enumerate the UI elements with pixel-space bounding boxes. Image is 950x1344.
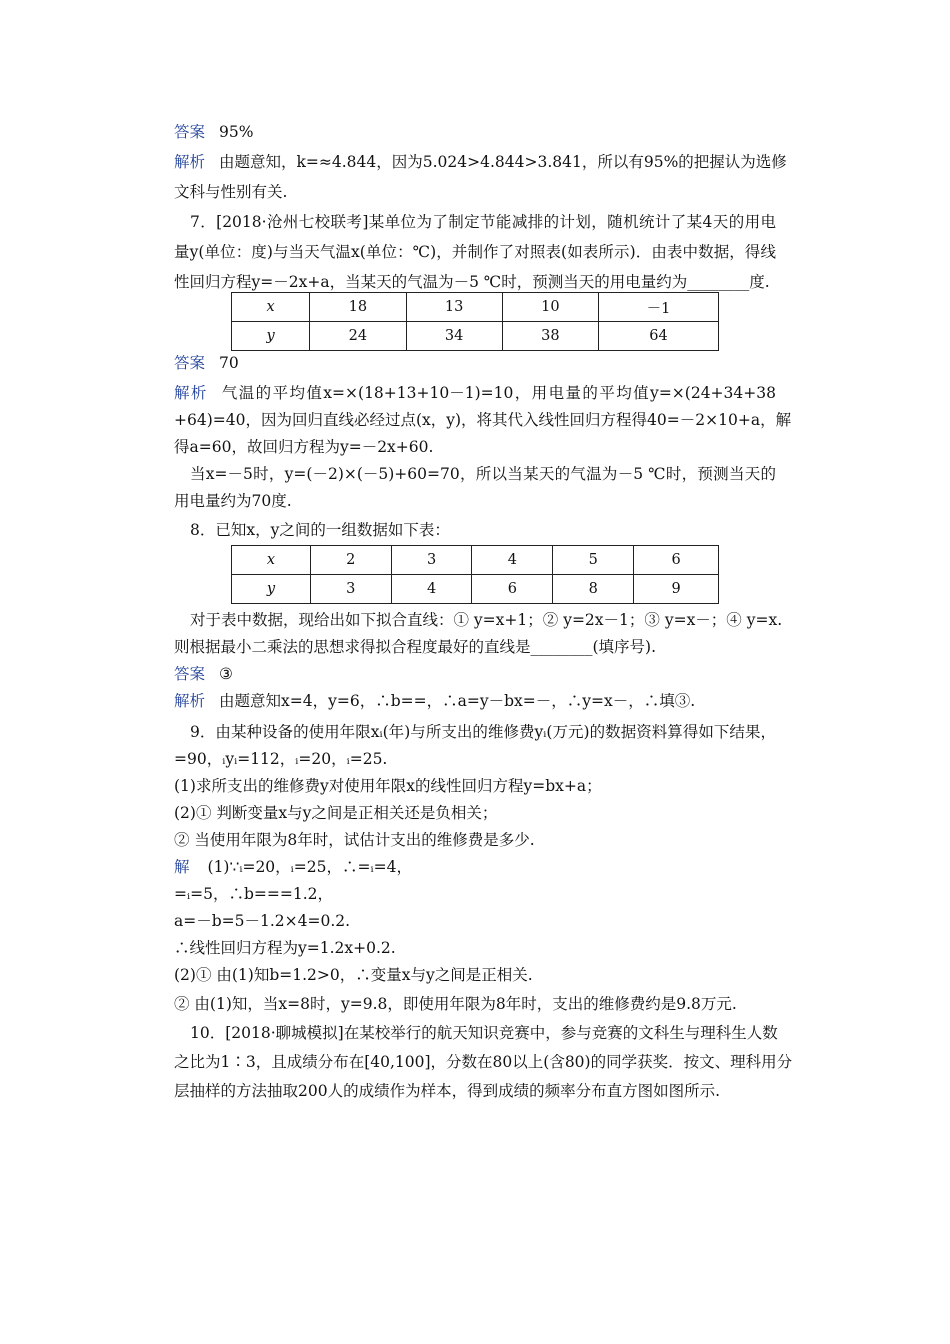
table-row — [232, 322, 719, 351]
text-line: +64)=40，因为回归直线必经过点(x，y)，将其代入线性回归方程得40=－2×10+a，解 — [174, 411, 792, 429]
table-cell: y — [232, 322, 310, 351]
table-row — [232, 546, 719, 575]
text-line: (2)① 判断变量x与y之间是正相关还是负相关； — [174, 804, 498, 822]
answer-line — [174, 353, 239, 373]
table-row — [232, 293, 719, 322]
table-cell: 64 — [598, 322, 718, 351]
table-cell: x — [232, 546, 311, 575]
table-cell: 38 — [502, 322, 598, 351]
text-line: (2)① 由(1)知b=1.2>0，∴变量x与y之间是正相关. — [174, 966, 533, 984]
text-line: a=－b=5－1.2×4=0.2. — [174, 912, 351, 930]
analysis-tag: 解析 — [174, 384, 208, 402]
answer-line — [174, 122, 253, 142]
text-line: 用电量约为70度. — [174, 492, 292, 510]
question-10-line: 10．[2018·聊城模拟]在某校举行的航天知识竞赛中，参与竞赛的文科生与理科生人数 — [190, 1024, 778, 1042]
table-cell: 5 — [553, 546, 634, 575]
table-cell: 4 — [391, 575, 472, 604]
question-8-line: 8．已知x，y之间的一组数据如下表： — [190, 521, 450, 539]
text-line: (1)∵ᵢ=20，ᵢ=25，∴=ᵢ=4， — [207, 858, 412, 876]
table-cell: 18 — [310, 293, 406, 322]
analysis-tag: 解析 — [174, 153, 206, 171]
answer-tag: 答案 — [174, 665, 206, 683]
table-cell: 4 — [472, 546, 553, 575]
answer-value: ③ — [219, 665, 233, 683]
table-cell: 24 — [310, 322, 406, 351]
text-line: 则根据最小二乘法的思想求得拟合程度最好的直线是________(填序号). — [174, 638, 657, 656]
text-line: ② 当使用年限为8年时，试估计支出的维修费是多少. — [174, 831, 535, 849]
table-cell: 3 — [310, 575, 391, 604]
text-line: 气温的平均值x=×(18+13+10－1)=10，用电量的平均值y=×(24+34+38 — [221, 384, 776, 402]
question-7-line: 7．[2018·沧州七校联考]某单位为了制定节能减排的计划，随机统计了某4天的用电 — [190, 213, 776, 231]
table-cell: 34 — [406, 322, 502, 351]
table-cell: 6 — [634, 546, 719, 575]
analysis-line — [174, 691, 695, 711]
answer-value: 70 — [219, 354, 239, 372]
text-line: 层抽样的方法抽取200人的成绩作为样本，得到成绩的频率分布直方图如图所示. — [174, 1082, 721, 1100]
text-line: =90，ᵢyᵢ=112，ᵢ=20，ᵢ=25. — [174, 750, 388, 768]
text-line: 之比为1∶3，且成绩分布在[40,100]，分数在80以上(含80)的同学获奖．按文、理科用分 — [174, 1053, 793, 1071]
answer-line — [174, 664, 233, 684]
analysis-tag: 解析 — [174, 692, 206, 710]
table-cell: 9 — [634, 575, 719, 604]
table-row — [232, 575, 719, 604]
table-cell: 13 — [406, 293, 502, 322]
text-line: 得a=60，故回归方程为y=－2x+60. — [174, 438, 434, 456]
table-cell: 3 — [391, 546, 472, 575]
analysis-line — [174, 152, 787, 172]
table-cell: 10 — [502, 293, 598, 322]
text-line: 文科与性别有关. — [174, 183, 288, 201]
data-table-2 — [231, 545, 719, 604]
solution-tag: 解 — [174, 858, 190, 876]
answer-tag: 答案 — [174, 354, 206, 372]
table-cell: y — [232, 575, 311, 604]
table-cell: 8 — [553, 575, 634, 604]
text-line: ② 由(1)知，当x=8时，y=9.8，即使用年限为8年时，支出的维修费约是9.8万元. — [174, 995, 737, 1013]
text-line: 性回归方程y=－2x+a，当某天的气温为－5 ℃时，预测当天的用电量约为________度. — [174, 273, 770, 291]
text-line: (1)求所支出的维修费y对使用年限x的线性回归方程y=bx+a； — [174, 777, 602, 795]
text-line: 由题意知x=4，y=6，∴b==，∴a=y－bx=－，∴y=x－，∴填③. — [219, 692, 696, 710]
question-9-line: 9．由某种设备的使用年限xᵢ(年)与所支出的维修费yᵢ(万元)的数据资料算得如下结果， — [190, 723, 776, 741]
answer-tag: 答案 — [174, 123, 206, 141]
analysis-line — [174, 383, 776, 403]
table-cell: －1 — [598, 293, 718, 322]
text-line: ∴线性回归方程为y=1.2x+0.2. — [174, 939, 396, 957]
answer-value: 95% — [219, 123, 254, 141]
text-line: 当x=－5时，y=(－2)×(－5)+60=70，所以当某天的气温为－5 ℃时，预测当天的 — [190, 465, 776, 483]
text-line: 由题意知，k=≈4.844，因为5.024>4.844>3.841，所以有95%的把握认为选修 — [219, 153, 787, 171]
table-cell: 2 — [310, 546, 391, 575]
text-line: =ᵢ=5，∴b===1.2， — [174, 885, 333, 903]
solution-line — [174, 857, 412, 877]
data-table-1 — [231, 292, 719, 351]
text-line: 对于表中数据，现给出如下拟合直线：① y=x+1；② y=2x－1；③ y=x－；④ y=x. — [190, 611, 783, 629]
text-line: 量y(单位：度)与当天气温x(单位：℃)，并制作了对照表(如表所示)．由表中数据，得线 — [174, 243, 776, 261]
table-cell: x — [232, 293, 310, 322]
table-cell: 6 — [472, 575, 553, 604]
